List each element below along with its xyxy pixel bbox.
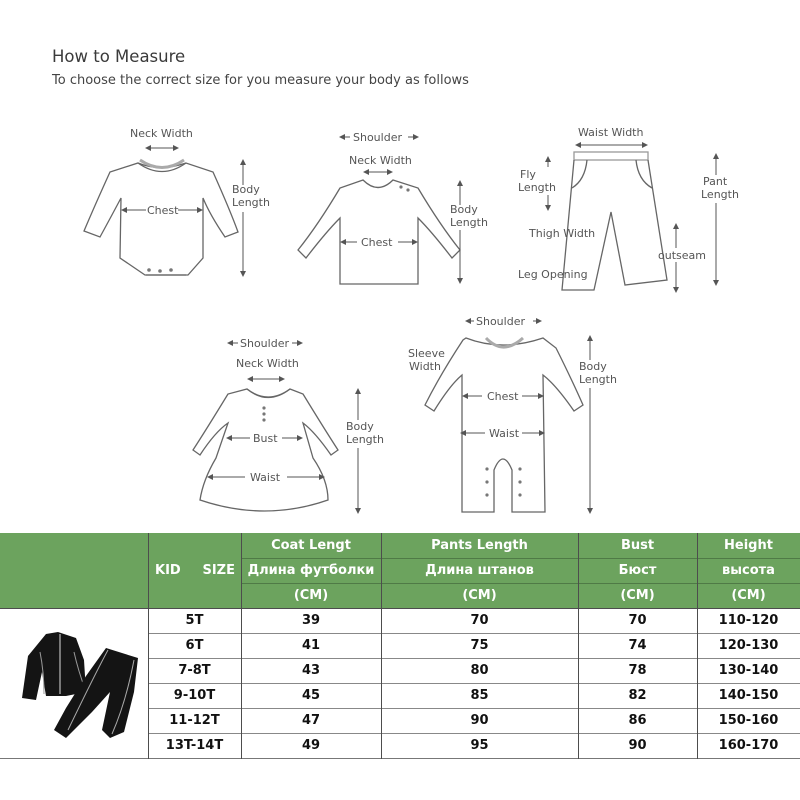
table-cell-coat: 39 bbox=[241, 608, 381, 633]
pants-pant-label: Pant bbox=[703, 175, 728, 188]
romper-chest-label: Chest bbox=[487, 390, 519, 403]
pants-pant-length-label: Length bbox=[701, 188, 739, 201]
header-kid-size-cell bbox=[148, 533, 241, 608]
bodysuit-neck-width-label: Neck Width bbox=[130, 127, 193, 140]
table-cell-bust: 90 bbox=[578, 733, 697, 758]
dress-body-label: Body bbox=[346, 420, 374, 433]
size-label: SIZE bbox=[202, 563, 235, 578]
pants-thigh-width-label: Thigh Width bbox=[529, 227, 596, 240]
table-cell-size: 11-12T bbox=[148, 708, 241, 733]
dress-diagram bbox=[193, 389, 338, 511]
table-cell-height: 110-120 bbox=[697, 608, 800, 633]
table-cell-pants: 75 bbox=[381, 633, 578, 658]
pants-waist-width-label: Waist Width bbox=[578, 126, 644, 139]
table-cell-pants: 85 bbox=[381, 683, 578, 708]
romper-sleeve-label: Sleeve bbox=[408, 347, 445, 360]
pants-leg-opening-label: Leg Opening bbox=[518, 268, 588, 281]
table-cell-size: 5T bbox=[148, 608, 241, 633]
table-cell-coat: 41 bbox=[241, 633, 381, 658]
table-cell-size: 13T-14T bbox=[148, 733, 241, 758]
header-bust-ru: Бюст bbox=[578, 558, 697, 583]
header-pants-ru: Длина штанов bbox=[381, 558, 578, 583]
table-cell-height: 120-130 bbox=[697, 633, 800, 658]
table-cell-height: 140-150 bbox=[697, 683, 800, 708]
pants-fly-length-label: Length bbox=[518, 181, 556, 194]
table-cell-bust: 78 bbox=[578, 658, 697, 683]
jacket-icon bbox=[22, 632, 86, 700]
table-cell-pants: 70 bbox=[381, 608, 578, 633]
header-height-unit: (CM) bbox=[697, 583, 800, 608]
dress-waist-label: Waist bbox=[250, 471, 281, 484]
shirt-length-label: Length bbox=[450, 216, 488, 229]
kid-label: KID bbox=[155, 563, 181, 578]
table-cell-bust: 70 bbox=[578, 608, 697, 633]
table-cell-coat: 47 bbox=[241, 708, 381, 733]
table-cell-bust: 74 bbox=[578, 633, 697, 658]
header-coat-en: Coat Lengt bbox=[241, 533, 381, 558]
dress-neck-width-label: Neck Width bbox=[236, 357, 299, 370]
header-height-ru: высота bbox=[697, 558, 800, 583]
dress-shoulder-label: Shoulder bbox=[240, 337, 289, 350]
table-cell-coat: 45 bbox=[241, 683, 381, 708]
shirt-neck-width-label: Neck Width bbox=[349, 154, 412, 167]
bodysuit-diagram bbox=[84, 160, 238, 275]
table-cell-coat: 49 bbox=[241, 733, 381, 758]
table-cell-pants: 80 bbox=[381, 658, 578, 683]
shirt-diagram bbox=[298, 180, 460, 284]
header-coat-unit: (CM) bbox=[241, 583, 381, 608]
table-cell-size: 7-8T bbox=[148, 658, 241, 683]
table-cell-coat: 43 bbox=[241, 658, 381, 683]
romper-body-label: Body bbox=[579, 360, 607, 373]
pants-outseam-label: outseam bbox=[658, 249, 706, 262]
table-cell-pants: 95 bbox=[381, 733, 578, 758]
bodysuit-chest-label: Chest bbox=[147, 204, 179, 217]
table-cell-pants: 90 bbox=[381, 708, 578, 733]
pants-fly-label: Fly bbox=[520, 168, 536, 181]
header-pants-en: Pants Length bbox=[381, 533, 578, 558]
dress-length-label: Length bbox=[346, 433, 384, 446]
dress-bust-label: Bust bbox=[253, 432, 278, 445]
page-title: How to Measure bbox=[52, 47, 186, 66]
romper-diagram bbox=[425, 338, 583, 512]
table-cell-bust: 86 bbox=[578, 708, 697, 733]
product-image-tracksuit bbox=[6, 612, 140, 752]
romper-length-label: Length bbox=[579, 373, 617, 386]
table-cell-height: 160-170 bbox=[697, 733, 800, 758]
header-blank-cell bbox=[0, 533, 148, 608]
shirt-body-label: Body bbox=[450, 203, 478, 216]
page-subtitle: To choose the correct size for you measure your body as follows bbox=[52, 73, 469, 88]
romper-shoulder-label: Shoulder bbox=[476, 315, 525, 328]
table-cell-size: 9-10T bbox=[148, 683, 241, 708]
romper-waist-label: Waist bbox=[489, 427, 520, 440]
romper-width-label: Width bbox=[409, 360, 441, 373]
bodysuit-body-label: Body bbox=[232, 183, 260, 196]
header-bust-unit: (CM) bbox=[578, 583, 697, 608]
table-cell-height: 130-140 bbox=[697, 658, 800, 683]
header-bust-en: Bust bbox=[578, 533, 697, 558]
header-coat-ru: Длина футболки bbox=[241, 558, 381, 583]
shirt-chest-label: Chest bbox=[361, 236, 393, 249]
table-cell-height: 150-160 bbox=[697, 708, 800, 733]
header-height-en: Height bbox=[697, 533, 800, 558]
table-cell-size: 6T bbox=[148, 633, 241, 658]
table-cell-bust: 82 bbox=[578, 683, 697, 708]
shirt-shoulder-label: Shoulder bbox=[353, 131, 402, 144]
bodysuit-length-label: Length bbox=[232, 196, 270, 209]
header-pants-unit: (CM) bbox=[381, 583, 578, 608]
